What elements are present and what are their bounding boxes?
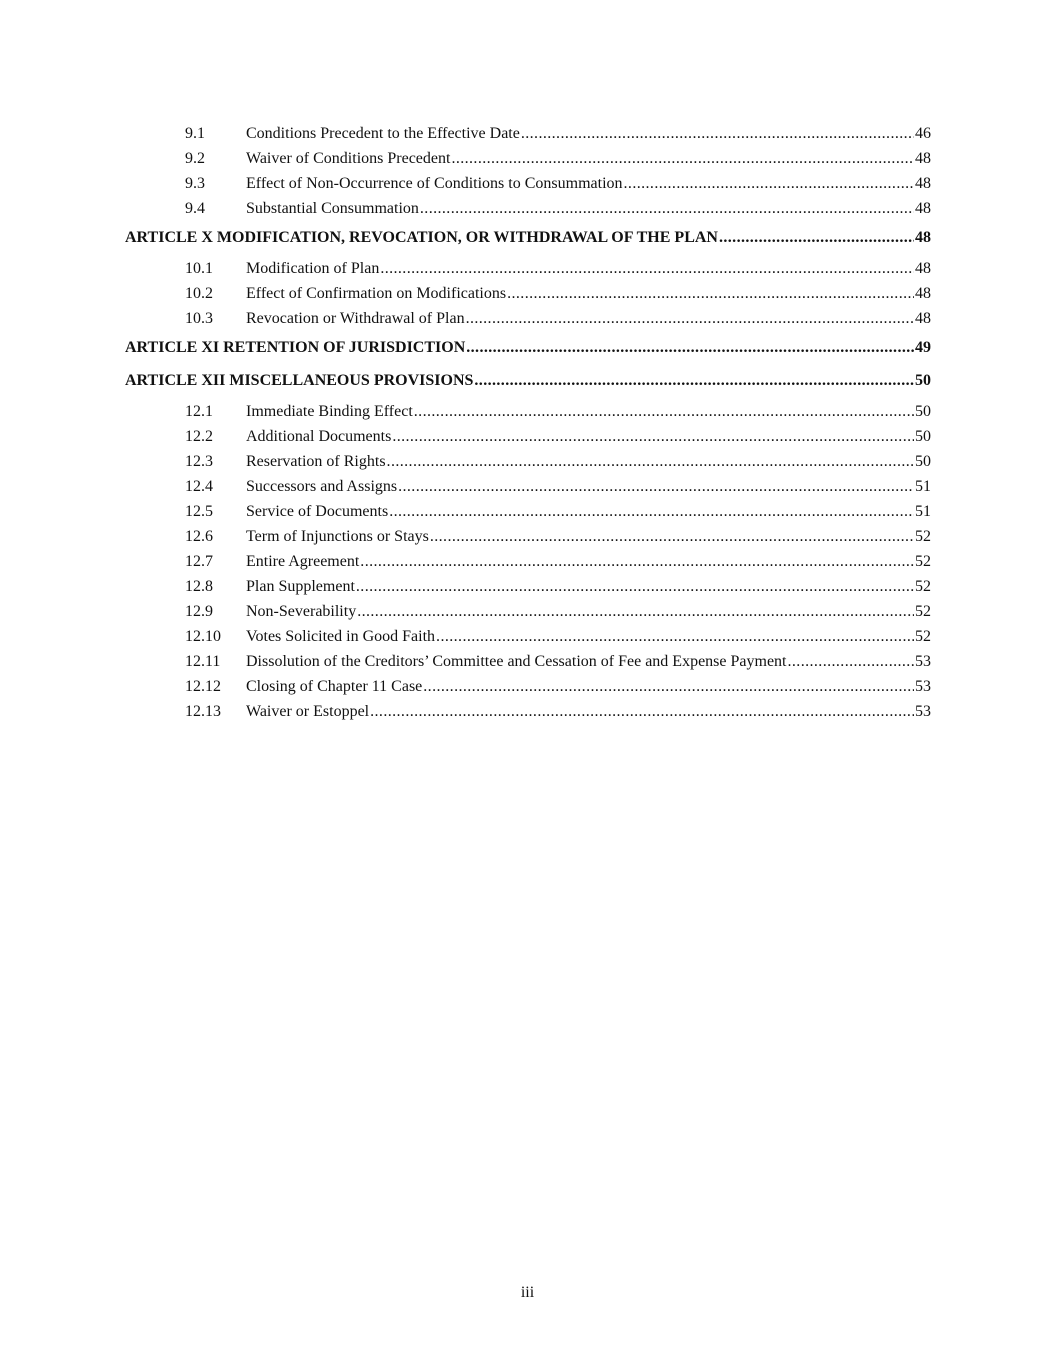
toc-entry-number: 12.12 [185, 678, 221, 695]
dot-leader [414, 399, 914, 424]
toc-entry-title: Additional Documents [246, 428, 392, 445]
dot-leader [380, 256, 914, 281]
toc-article-page: 48 [915, 229, 931, 246]
toc-entry-page: 52 [915, 528, 931, 545]
toc-entry-page: 53 [915, 678, 931, 695]
toc-entry-number: 10.1 [185, 260, 213, 277]
dot-leader [507, 281, 914, 306]
toc-entry-number: 12.11 [185, 653, 221, 670]
toc-entry-title: Entire Agreement [246, 553, 360, 570]
toc-entry-title: Immediate Binding Effect [246, 403, 413, 420]
toc-entry-title: Effect of Confirmation on Modifications [246, 285, 507, 302]
toc-entry-number: 10.2 [185, 285, 213, 302]
toc-entry[interactable] [125, 306, 931, 331]
toc-entry-title: Successors and Assigns [246, 478, 398, 495]
table-of-contents [125, 121, 931, 724]
dot-leader [474, 366, 914, 396]
toc-entry-title: Dissolution of the Creditors’ Committee and Cessation of Fee and Expense Payment [246, 653, 787, 670]
toc-entry-number: 12.5 [185, 503, 213, 520]
toc-entry-page: 53 [915, 703, 931, 720]
toc-entry-page: 50 [915, 428, 931, 445]
dot-leader [423, 674, 914, 699]
dot-leader [357, 599, 914, 624]
toc-article-page: 50 [915, 372, 931, 389]
dot-leader [466, 306, 914, 331]
toc-entry-page: 51 [915, 478, 931, 495]
toc-entry-page: 48 [915, 150, 931, 167]
toc-entry-page: 52 [915, 628, 931, 645]
toc-entry-title: Votes Solicited in Good Faith [246, 628, 436, 645]
toc-entry-title: Modification of Plan [246, 260, 380, 277]
toc-entry-page: 52 [915, 553, 931, 570]
dot-leader [430, 524, 914, 549]
dot-leader [387, 449, 914, 474]
page-number: iii [520, 1284, 535, 1301]
toc-entry-page: 48 [915, 175, 931, 192]
dot-leader [436, 624, 914, 649]
toc-entry-number: 9.4 [185, 200, 205, 217]
toc-entry[interactable] [125, 171, 931, 196]
toc-entry[interactable] [125, 524, 931, 549]
toc-entry[interactable] [125, 674, 931, 699]
toc-article-heading[interactable] [125, 333, 931, 363]
dot-leader [392, 424, 914, 449]
toc-entry[interactable] [125, 499, 931, 524]
toc-entry-page: 48 [915, 285, 931, 302]
dot-leader [389, 499, 914, 524]
toc-entry-page: 53 [915, 653, 931, 670]
toc-entry-title: Closing of Chapter 11 Case [246, 678, 423, 695]
dot-leader [370, 699, 914, 724]
toc-entry-number: 12.4 [185, 478, 213, 495]
toc-entry-number: 12.1 [185, 403, 213, 420]
toc-entry[interactable] [125, 256, 931, 281]
toc-entry-page: 52 [915, 578, 931, 595]
toc-entry[interactable] [125, 281, 931, 306]
dot-leader [719, 223, 914, 253]
toc-entry[interactable] [125, 449, 931, 474]
toc-entry-title: Term of Injunctions or Stays [246, 528, 429, 545]
dot-leader [420, 196, 914, 221]
toc-entry-page: 48 [915, 200, 931, 217]
toc-entry-page: 50 [915, 453, 931, 470]
toc-entry[interactable] [125, 624, 931, 649]
toc-entry-number: 9.2 [185, 150, 205, 167]
dot-leader [451, 146, 914, 171]
dot-leader [398, 474, 914, 499]
dot-leader [360, 549, 914, 574]
toc-entry-page: 51 [915, 503, 931, 520]
toc-article-page: 49 [915, 339, 931, 356]
toc-entry-page: 50 [915, 403, 931, 420]
toc-entry-title: Plan Supplement [246, 578, 355, 595]
dot-leader [624, 171, 914, 196]
dot-leader [788, 649, 915, 674]
toc-entry-number: 9.1 [185, 125, 205, 142]
toc-entry-title: Waiver or Estoppel [246, 703, 370, 720]
toc-entry-number: 12.6 [185, 528, 213, 545]
toc-entry-title: Conditions Precedent to the Effective Date [246, 125, 520, 142]
toc-article-title: ARTICLE XII MISCELLANEOUS PROVISIONS [125, 372, 474, 389]
toc-entry-title: Non-Severability [246, 603, 357, 620]
toc-entry-number: 12.2 [185, 428, 213, 445]
toc-entry[interactable] [125, 549, 931, 574]
toc-entry[interactable] [125, 196, 931, 221]
toc-article-heading[interactable] [125, 223, 931, 253]
toc-entry-page: 46 [915, 125, 931, 142]
toc-entry-number: 12.10 [185, 628, 221, 645]
toc-entry-number: 12.9 [185, 603, 213, 620]
toc-entry-page: 52 [915, 603, 931, 620]
toc-entry-title: Waiver of Conditions Precedent [246, 150, 451, 167]
toc-entry-number: 12.8 [185, 578, 213, 595]
toc-article-title: ARTICLE X MODIFICATION, REVOCATION, OR WITHDRAWAL OF THE PLAN [125, 229, 718, 246]
toc-entry[interactable] [125, 574, 931, 599]
toc-entry[interactable] [125, 146, 931, 171]
toc-entry-title: Revocation or Withdrawal of Plan [246, 310, 465, 327]
toc-entry[interactable] [125, 649, 931, 674]
toc-entry-number: 12.3 [185, 453, 213, 470]
dot-leader [356, 574, 914, 599]
toc-entry-title: Service of Documents [246, 503, 389, 520]
toc-entry[interactable] [125, 424, 931, 449]
toc-entry-title: Substantial Consummation [246, 200, 419, 217]
toc-entry-page: 48 [915, 310, 931, 327]
dot-leader [466, 333, 914, 363]
toc-entry-number: 9.3 [185, 175, 205, 192]
toc-entry-title: Reservation of Rights [246, 453, 386, 470]
dot-leader [521, 121, 914, 146]
toc-entry-number: 10.3 [185, 310, 213, 327]
toc-entry[interactable] [125, 399, 931, 424]
toc-article-title: ARTICLE XI RETENTION OF JURISDICTION [125, 339, 466, 356]
toc-entry-number: 12.13 [185, 703, 221, 720]
toc-entry[interactable] [125, 121, 931, 146]
toc-entry[interactable] [125, 699, 931, 724]
toc-entry-title: Effect of Non-Occurrence of Conditions to Consummation [246, 175, 623, 192]
toc-entry[interactable] [125, 474, 931, 499]
toc-entry-page: 48 [915, 260, 931, 277]
toc-article-heading[interactable] [125, 366, 931, 396]
toc-entry-number: 12.7 [185, 553, 213, 570]
toc-entry[interactable] [125, 599, 931, 624]
